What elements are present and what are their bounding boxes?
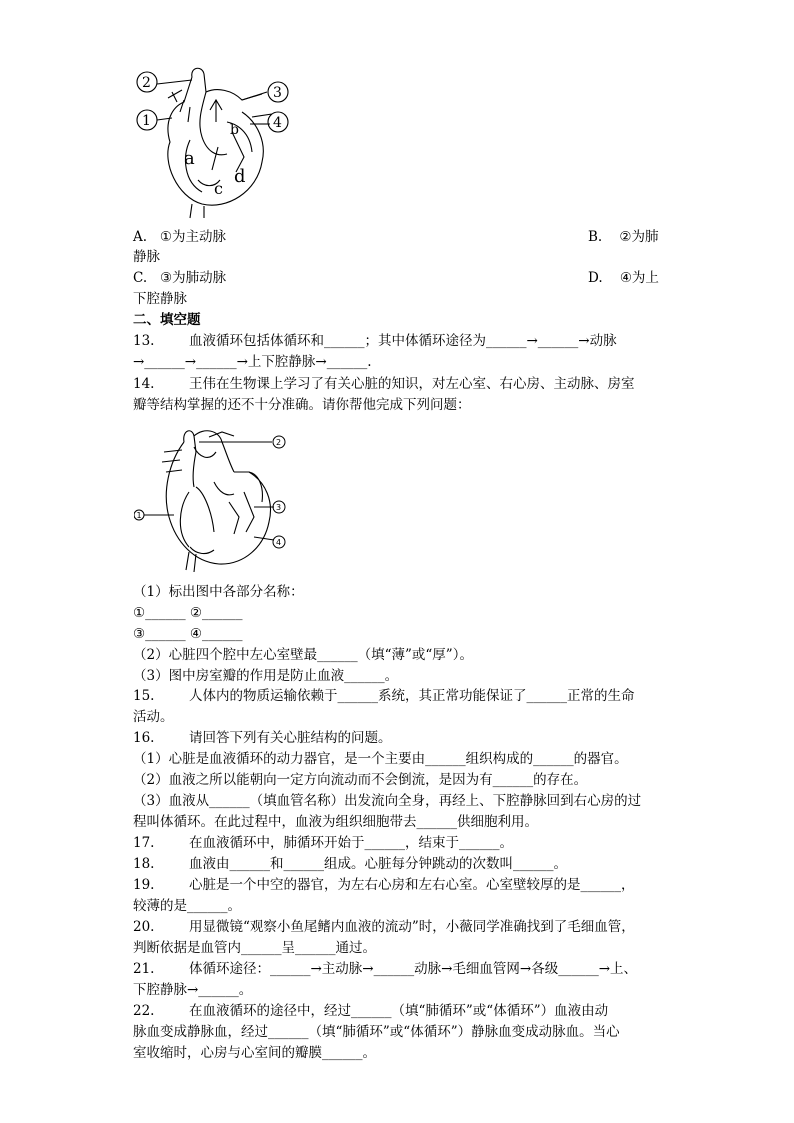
heart-diagram-2 [134, 422, 294, 578]
svg-text:4: 4 [276, 538, 282, 547]
q14-sub3: （3）图中房室瓣的作用是防止血液______。 [133, 668, 399, 684]
question-text: 人体内的物质运输依赖于______系统，其正常功能保证了______正常的生命 [189, 688, 635, 704]
svg-text:a: a [184, 148, 195, 169]
svg-text:4: 4 [273, 115, 282, 131]
question-16 [133, 728, 663, 748]
svg-text:2: 2 [276, 438, 282, 447]
question-21-line2: 下腔静脉→______。 [133, 982, 253, 998]
q14-sub1: （1）标出图中各部分名称： [133, 584, 304, 600]
q16-sub3b: 程叫体循环。在此过程中，血液为组织细胞带去______供细胞利用。 [133, 814, 538, 830]
q14-sub1b: ③______ ④______ [133, 626, 243, 642]
option-c-letter: C. [133, 270, 148, 286]
question-number: 17. [133, 835, 155, 851]
question-number: 13. [133, 333, 155, 349]
question-15-line2: 活动。 [133, 709, 174, 725]
svg-text:c: c [214, 179, 223, 198]
option-a [133, 227, 226, 247]
question-22-line3: 室收缩时，心房与心室间的瓣膜______。 [133, 1045, 376, 1061]
question-number: 20. [133, 919, 155, 935]
option-d-wrap: 下腔静脉 [133, 291, 187, 307]
svg-text:2: 2 [142, 75, 151, 91]
question-19 [133, 875, 663, 895]
question-18 [133, 854, 663, 874]
option-c-text: ③为肺动脉 [160, 270, 227, 286]
option-b-text: ②为肺 [619, 229, 659, 245]
question-text: 血液由______和______组成。心脏每分钟跳动的次数叫______。 [189, 856, 567, 872]
option-d-letter: D. [588, 270, 603, 286]
svg-text:1: 1 [136, 511, 142, 520]
question-number: 15. [133, 688, 155, 704]
svg-text:b: b [230, 122, 239, 138]
option-a-text: ①为主动脉 [159, 229, 227, 245]
question-13-line2: →______→______→上下腔静脉→______. [133, 354, 372, 370]
question-text: 用显微镜“观察小鱼尾鳍内血液的流动”时，小薇同学准确找到了毛细血管， [189, 919, 635, 935]
q14-sub1a: ①______ ②______ [133, 605, 243, 621]
question-text: 在血液循环的途径中，经过______（填“肺循环”或“体循环”）血液由动 [189, 1003, 609, 1019]
svg-text:d: d [234, 166, 246, 187]
question-22 [133, 1001, 663, 1021]
q16-sub2: （2）血液之所以能朝向一定方向流动而不会倒流，是因为有______的存在。 [133, 772, 588, 788]
option-b [588, 227, 659, 247]
question-number: 16. [133, 730, 155, 746]
q14-sub2: （2）心脏四个腔中左心室壁最______（填“薄”或“厚”）。 [133, 647, 473, 663]
question-15 [133, 686, 663, 706]
svg-text:1: 1 [142, 113, 151, 129]
question-text: 血液循环包括体循环和______；其中体循环途径为______→______→动脉 [189, 333, 617, 349]
question-number: 22. [133, 1003, 155, 1019]
option-c [133, 268, 226, 288]
question-number: 21. [133, 961, 155, 977]
question-13 [133, 331, 663, 351]
question-text: 体循环途径：______→主动脉→______动脉→毛细血管网→各级______→上、 [189, 961, 638, 977]
question-19-line2: 较薄的是______。 [133, 898, 241, 914]
question-22-line2: 脉血变成静脉血，经过______（填“肺循环”或“体循环”）静脉血变成动脉血。当心 [133, 1024, 620, 1040]
svg-text:3: 3 [276, 503, 282, 512]
question-text: 请回答下列有关心脏结构的问题。 [189, 730, 392, 746]
question-text: 王伟在生物课上学习了有关心脏的知识，对左心室、右心房、主动脉、房室 [189, 376, 635, 392]
q16-sub3a: （3）血液从______（填血管名称）出发流向全身，再经上、下腔静脉回到右心房的过 [133, 793, 642, 809]
option-d [588, 268, 659, 288]
question-21 [133, 959, 663, 979]
question-number: 18. [133, 856, 155, 872]
option-a-letter: A. [133, 229, 148, 245]
question-number: 19. [133, 877, 155, 893]
question-17 [133, 833, 663, 853]
question-14-line2: 瓣等结构掌握的还不十分准确。请你帮他完成下列问题： [133, 397, 471, 413]
question-text: 在血液循环中，肺循环开始于______，结束于______。 [189, 835, 513, 851]
section-title: 二、填空题 [133, 312, 201, 328]
q16-sub1: （1）心脏是血液循环的动力器官，是一个主要由______组织构成的______的器官。 [133, 751, 628, 767]
question-number: 14. [133, 376, 155, 392]
heart-diagram-1 [132, 62, 297, 222]
question-20 [133, 917, 663, 937]
option-d-text: ④为上 [619, 270, 659, 286]
option-b-wrap: 静脉 [133, 249, 160, 265]
option-b-letter: B. [588, 229, 603, 245]
question-20-line2: 判断依据是血管内______呈______通过。 [133, 940, 376, 956]
question-text: 心脏是一个中空的器官，为左右心房和左右心室。心室壁较厚的是______， [189, 877, 635, 893]
question-14 [133, 374, 663, 394]
svg-text:3: 3 [273, 85, 282, 101]
